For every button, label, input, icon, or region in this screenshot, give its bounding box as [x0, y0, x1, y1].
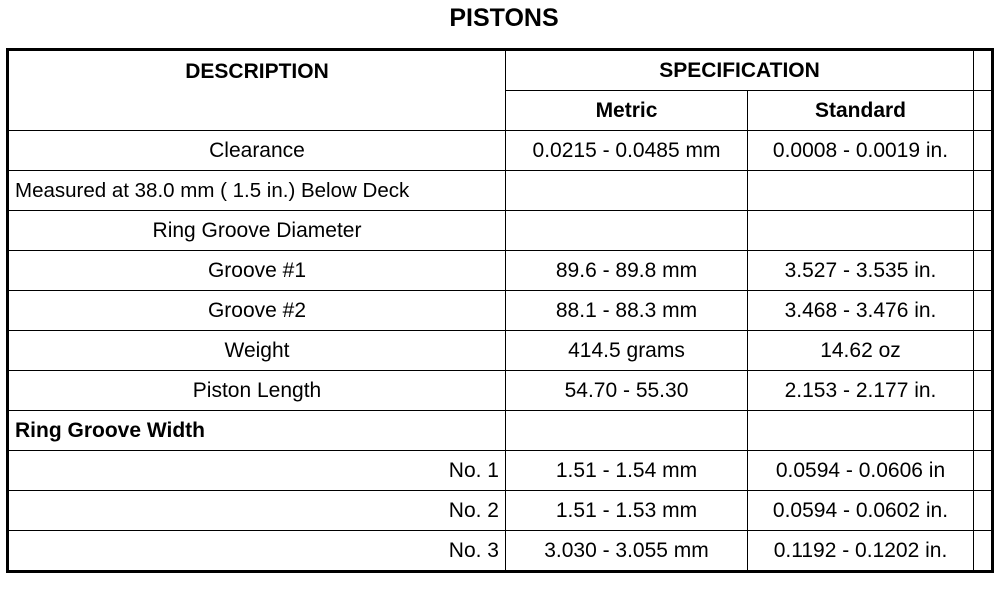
row-description: Ring Groove Diameter: [8, 211, 506, 251]
table-row: [8, 211, 993, 251]
table-row: [8, 531, 993, 572]
spare-column-cell: [974, 451, 993, 491]
row-metric: 3.030 - 3.055 mm: [506, 531, 748, 572]
row-metric: [506, 171, 748, 211]
table-row: [8, 291, 993, 331]
row-metric: 88.1 - 88.3 mm: [506, 291, 748, 331]
table-row: [8, 451, 993, 491]
row-standard: 0.0594 - 0.0602 in.: [748, 491, 974, 531]
row-standard: 3.527 - 3.535 in.: [748, 251, 974, 291]
row-standard: 0.0008 - 0.0019 in.: [748, 131, 974, 171]
table-row: [8, 371, 993, 411]
spare-column-cell: [974, 331, 993, 371]
row-description: Weight: [8, 331, 506, 371]
row-standard: [748, 171, 974, 211]
row-metric: 1.51 - 1.54 mm: [506, 451, 748, 491]
row-description: No. 1: [8, 451, 506, 491]
row-metric: 1.51 - 1.53 mm: [506, 491, 748, 531]
row-description: Clearance: [8, 131, 506, 171]
row-standard: 0.1192 - 0.1202 in.: [748, 531, 974, 572]
row-description: Groove #2: [8, 291, 506, 331]
table-row: [8, 131, 993, 171]
table-row: [8, 411, 993, 451]
spare-column-cell: [974, 491, 993, 531]
spare-column-cell: [974, 50, 993, 91]
page-title: PISTONS: [449, 4, 559, 32]
spare-column-cell: [974, 411, 993, 451]
spare-column-cell: [974, 91, 993, 131]
row-metric: [506, 211, 748, 251]
row-standard: [748, 211, 974, 251]
row-standard: [748, 411, 974, 451]
header-standard: Standard: [748, 91, 974, 131]
row-description: Measured at 38.0 mm ( 1.5 in.) Below Deck: [8, 171, 506, 211]
table-row: [8, 331, 993, 371]
row-description: Groove #1: [8, 251, 506, 291]
header-description: DESCRIPTION: [8, 50, 506, 131]
row-metric: [506, 411, 748, 451]
row-metric: 89.6 - 89.8 mm: [506, 251, 748, 291]
spare-column-cell: [974, 131, 993, 171]
header-specification: SPECIFICATION: [506, 50, 974, 91]
row-standard: 14.62 oz: [748, 331, 974, 371]
row-description: Ring Groove Width: [8, 411, 506, 451]
row-metric: 414.5 grams: [506, 331, 748, 371]
spare-column-cell: [974, 531, 993, 572]
row-description: No. 2: [8, 491, 506, 531]
table-row: [8, 171, 993, 211]
spare-column-cell: [974, 371, 993, 411]
header-metric: Metric: [506, 91, 748, 131]
spare-column-cell: [974, 211, 993, 251]
table-row: [8, 251, 993, 291]
spare-column-cell: [974, 291, 993, 331]
row-metric: 0.0215 - 0.0485 mm: [506, 131, 748, 171]
row-standard: 2.153 - 2.177 in.: [748, 371, 974, 411]
spare-column-cell: [974, 171, 993, 211]
row-description: Piston Length: [8, 371, 506, 411]
row-description: No. 3: [8, 531, 506, 572]
spare-column-cell: [974, 251, 993, 291]
table-header-row: [8, 50, 993, 91]
row-metric: 54.70 - 55.30: [506, 371, 748, 411]
table-row: [8, 491, 993, 531]
pistons-spec-table: [6, 48, 994, 573]
row-standard: 0.0594 - 0.0606 in: [748, 451, 974, 491]
row-standard: 3.468 - 3.476 in.: [748, 291, 974, 331]
